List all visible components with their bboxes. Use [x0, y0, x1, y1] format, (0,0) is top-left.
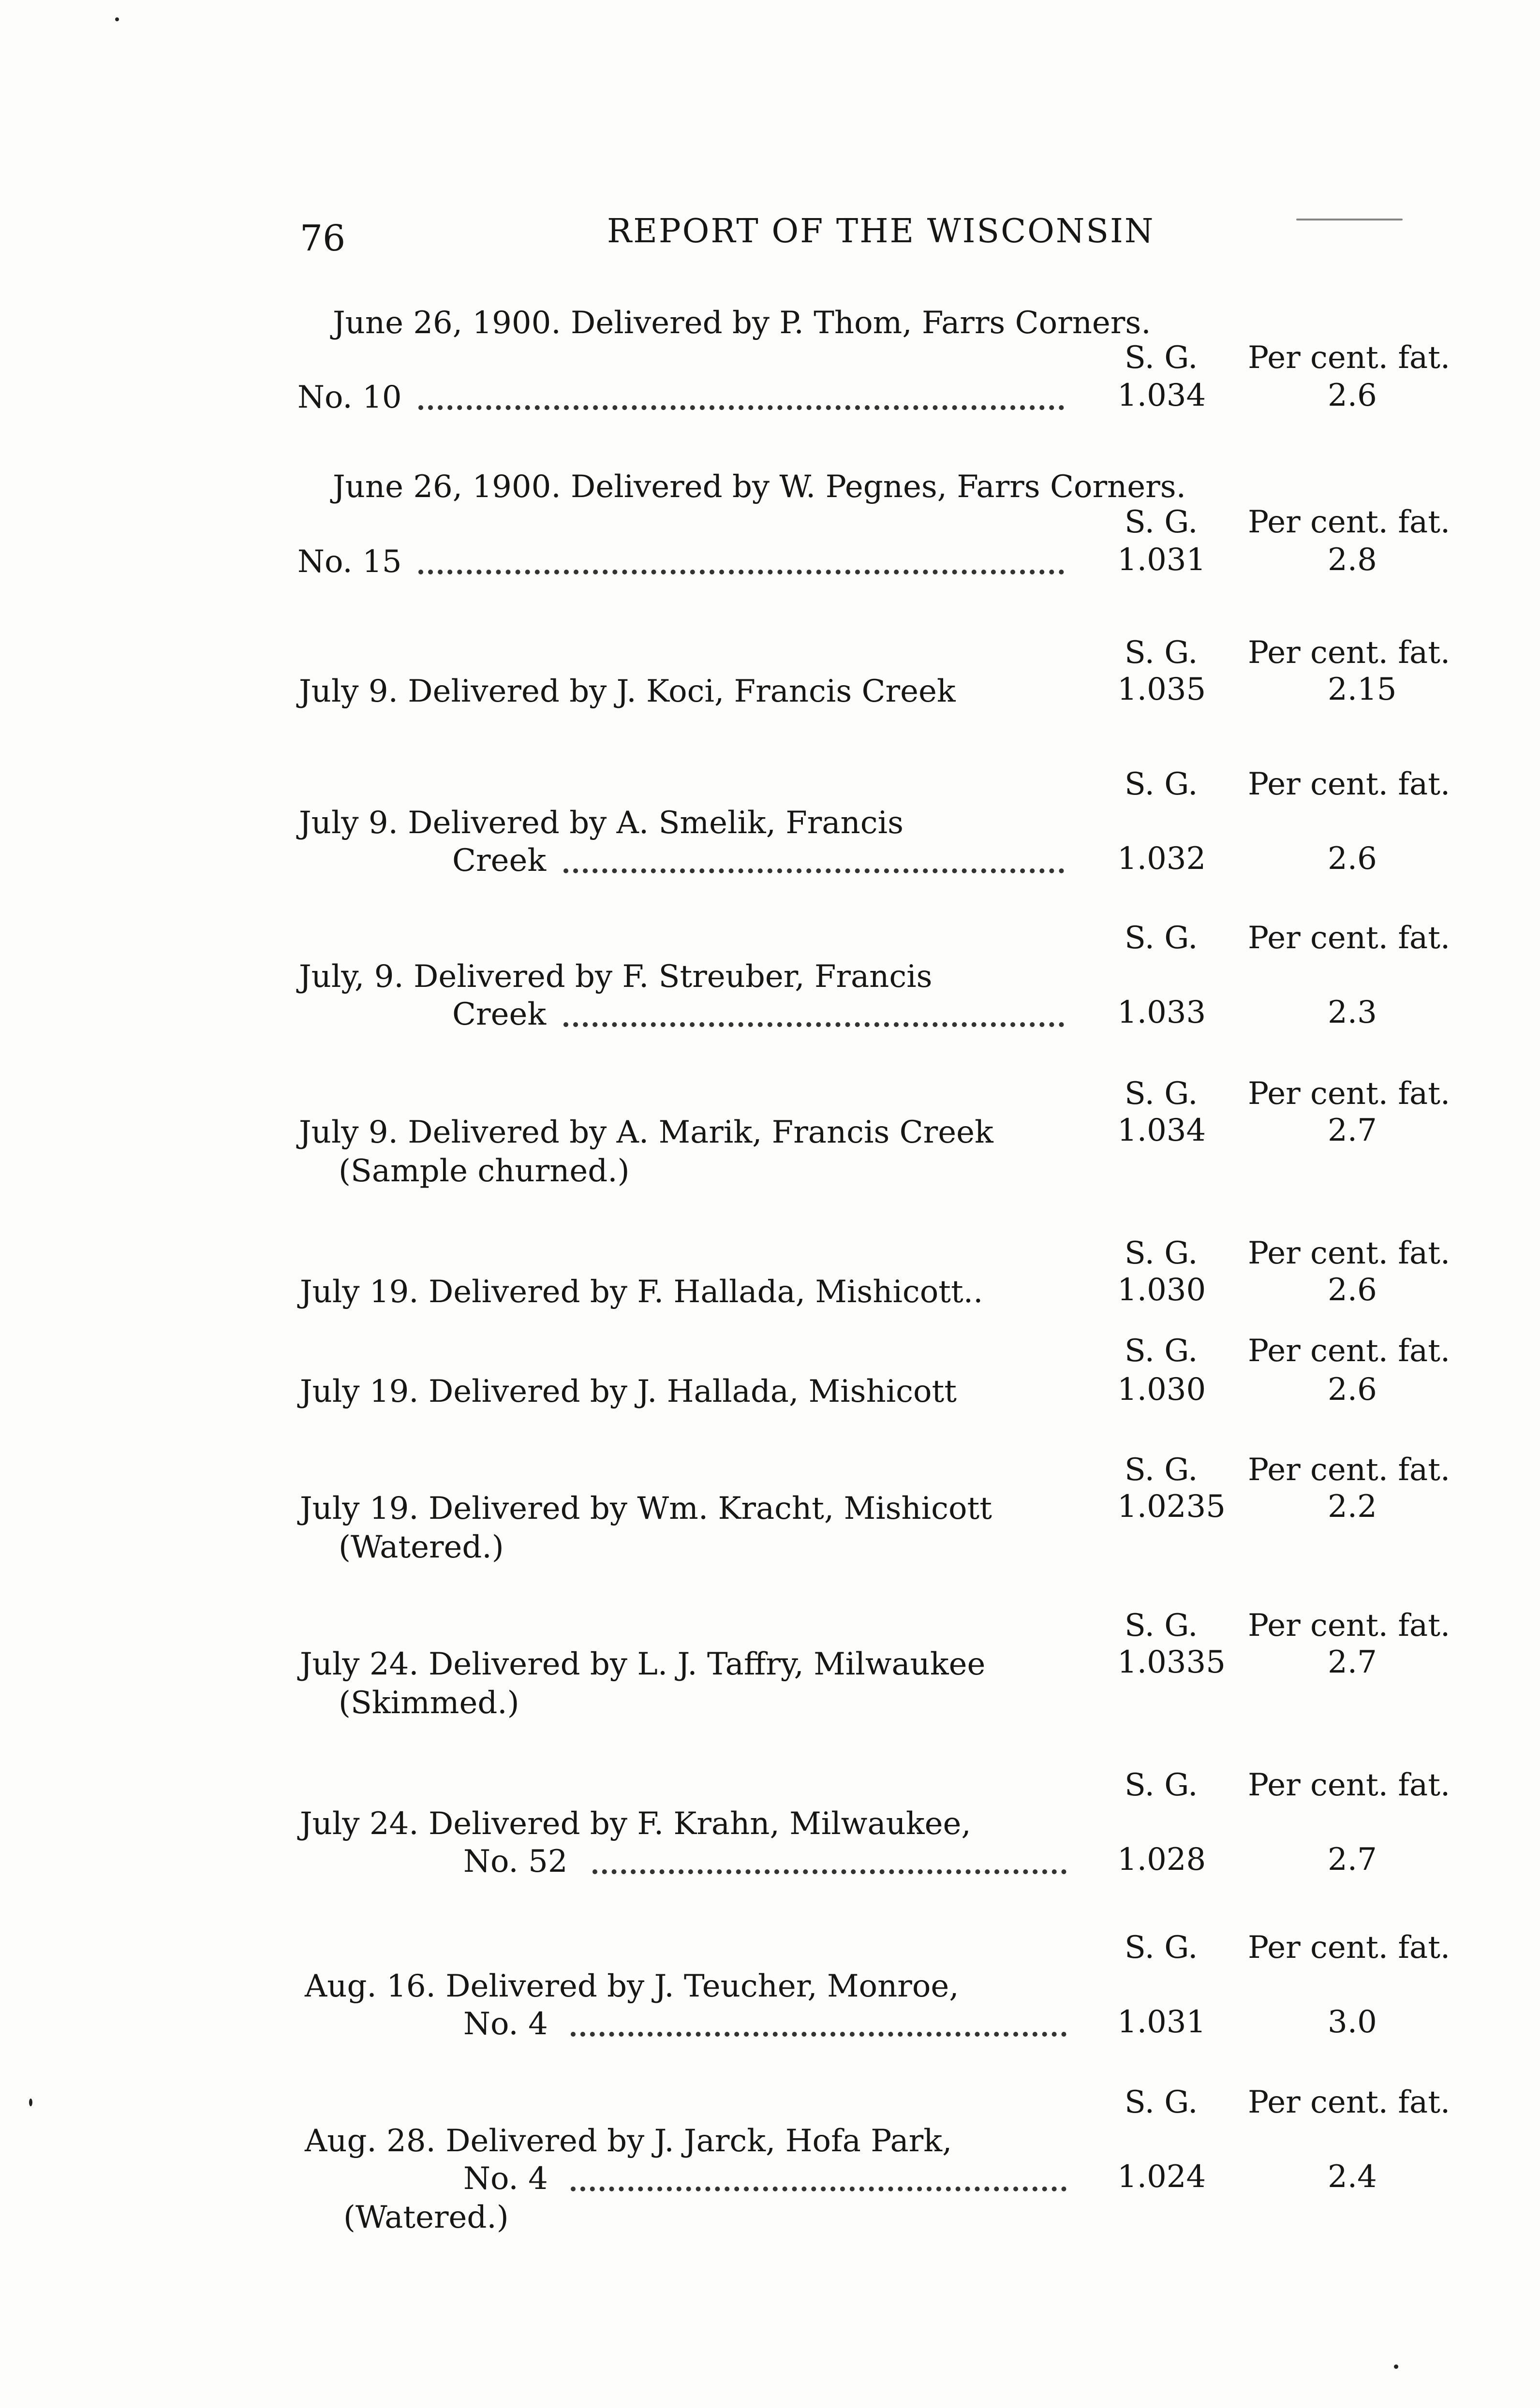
fat-column-label: Per cent. fat. [1248, 920, 1451, 956]
fat-value: 2.7 [1328, 1113, 1377, 1148]
dot-leader [418, 405, 1064, 410]
sg-column-label: S. G. [1125, 1452, 1198, 1488]
sample-label: No. 15 [297, 544, 402, 580]
scan-speck [115, 17, 119, 21]
fat-column-label: Per cent. fat. [1248, 635, 1451, 671]
fat-column-label: Per cent. fat. [1248, 1452, 1451, 1488]
entry-text: July 19. Delivered by F. Hallada, Mishicott.. [300, 1274, 983, 1310]
fat-value: 2.7 [1328, 1644, 1377, 1680]
entry-text: Aug. 16. Delivered by J. Teucher, Monroe, [305, 1968, 959, 2004]
sg-value: 1.024 [1117, 2159, 1206, 2195]
fat-column-label: Per cent. fat. [1248, 1930, 1451, 1966]
sg-column-label: S. G. [1125, 1767, 1198, 1803]
fat-value: 2.6 [1328, 841, 1377, 877]
entry-date-line: June 26, 1900. Delivered by W. Pegnes, Farrs Corners. [333, 469, 1186, 505]
entry-text: July 9. Delivered by A. Marik, Francis Creek [299, 1115, 993, 1150]
entry-continuation: Creek [452, 843, 547, 879]
entry-continuation: Creek [452, 997, 547, 1032]
entry-text: July 24. Delivered by F. Krahn, Milwaukee, [300, 1806, 971, 1842]
sample-label: No. 10 [297, 380, 402, 415]
fat-column-label: Per cent. fat. [1248, 1333, 1451, 1369]
fat-value: 2.7 [1328, 1842, 1377, 1878]
fat-value: 2.8 [1328, 542, 1377, 578]
running-title: REPORT OF THE WISCONSIN [607, 212, 1155, 250]
sg-column-label: S. G. [1125, 1608, 1198, 1644]
sg-value: 1.031 [1117, 2004, 1206, 2040]
fat-column-label: Per cent. fat. [1248, 1076, 1451, 1112]
entry-text: July 9. Delivered by A. Smelik, Francis [299, 805, 903, 841]
fat-value: 2.2 [1328, 1489, 1377, 1525]
entry-note: (Sample churned.) [339, 1153, 630, 1189]
fat-column-label: Per cent. fat. [1248, 2085, 1451, 2120]
fat-value: 2.6 [1328, 1272, 1377, 1308]
fat-column-label: Per cent. fat. [1248, 1235, 1451, 1271]
fat-column-label: Per cent. fat. [1248, 766, 1451, 802]
entry-text: July 19. Delivered by Wm. Kracht, Mishicott [300, 1491, 992, 1527]
entry-date-line: June 26, 1900. Delivered by P. Thom, Farrs Corners. [333, 305, 1151, 341]
fat-column-label: Per cent. fat. [1248, 1767, 1451, 1803]
sg-value: 1.034 [1117, 378, 1206, 413]
sg-value: 1.028 [1117, 1842, 1206, 1878]
sg-column-label: S. G. [1125, 766, 1198, 802]
entry-note: (Watered.) [339, 1529, 504, 1565]
sg-value: 1.0235 [1117, 1489, 1226, 1525]
fat-value: 2.6 [1328, 378, 1377, 413]
fat-column-label: Per cent. fat. [1248, 1608, 1451, 1644]
sg-column-label: S. G. [1125, 1076, 1198, 1112]
scan-speck [1394, 2364, 1398, 2369]
sg-value: 1.031 [1117, 542, 1206, 578]
entry-note: (Watered.) [343, 2200, 509, 2235]
sg-value: 1.035 [1117, 672, 1206, 707]
entry-text: Aug. 28. Delivered by J. Jarck, Hofa Park, [305, 2123, 952, 2159]
sg-column-label: S. G. [1125, 1333, 1198, 1369]
sg-value: 1.0335 [1117, 1644, 1226, 1680]
sg-value: 1.033 [1117, 995, 1206, 1030]
entry-continuation: No. 52 [463, 1844, 568, 1879]
fat-value: 3.0 [1328, 2004, 1377, 2040]
fat-column-label: Per cent. fat. [1248, 340, 1451, 376]
dot-leader [571, 2032, 1066, 2037]
sg-value: 1.030 [1117, 1372, 1206, 1408]
entry-continuation: No. 4 [463, 2161, 548, 2197]
sg-column-label: S. G. [1125, 920, 1198, 956]
dot-leader [592, 1869, 1066, 1874]
entry-text: July 24. Delivered by L. J. Taffry, Milwaukee [300, 1646, 986, 1682]
dot-leader [571, 2187, 1066, 2191]
dot-leader [563, 1022, 1064, 1027]
entry-text: July 19. Delivered by J. Hallada, Mishicott [300, 1374, 957, 1410]
sg-column-label: S. G. [1125, 1235, 1198, 1271]
sg-column-label: S. G. [1125, 2085, 1198, 2120]
sg-column-label: S. G. [1125, 340, 1198, 376]
sg-value: 1.032 [1117, 841, 1206, 877]
entry-text: July, 9. Delivered by F. Streuber, Francis [299, 959, 933, 995]
entry-text: July 9. Delivered by J. Koci, Francis Creek [299, 674, 956, 709]
scan-speck [1296, 219, 1403, 220]
fat-value: 2.3 [1328, 995, 1377, 1030]
sg-column-label: S. G. [1125, 504, 1198, 540]
fat-value: 2.15 [1328, 672, 1397, 707]
scan-speck [29, 2099, 32, 2106]
entry-note: (Skimmed.) [339, 1685, 519, 1721]
fat-value: 2.4 [1328, 2159, 1377, 2195]
dot-leader [563, 868, 1064, 873]
sg-value: 1.034 [1117, 1113, 1206, 1148]
dot-leader [418, 570, 1064, 574]
sg-column-label: S. G. [1125, 1930, 1198, 1966]
sg-value: 1.030 [1117, 1272, 1206, 1308]
fat-column-label: Per cent. fat. [1248, 504, 1451, 540]
fat-value: 2.6 [1328, 1372, 1377, 1408]
page-number: 76 [300, 218, 346, 259]
entry-continuation: No. 4 [463, 2006, 548, 2042]
sg-column-label: S. G. [1125, 635, 1198, 671]
